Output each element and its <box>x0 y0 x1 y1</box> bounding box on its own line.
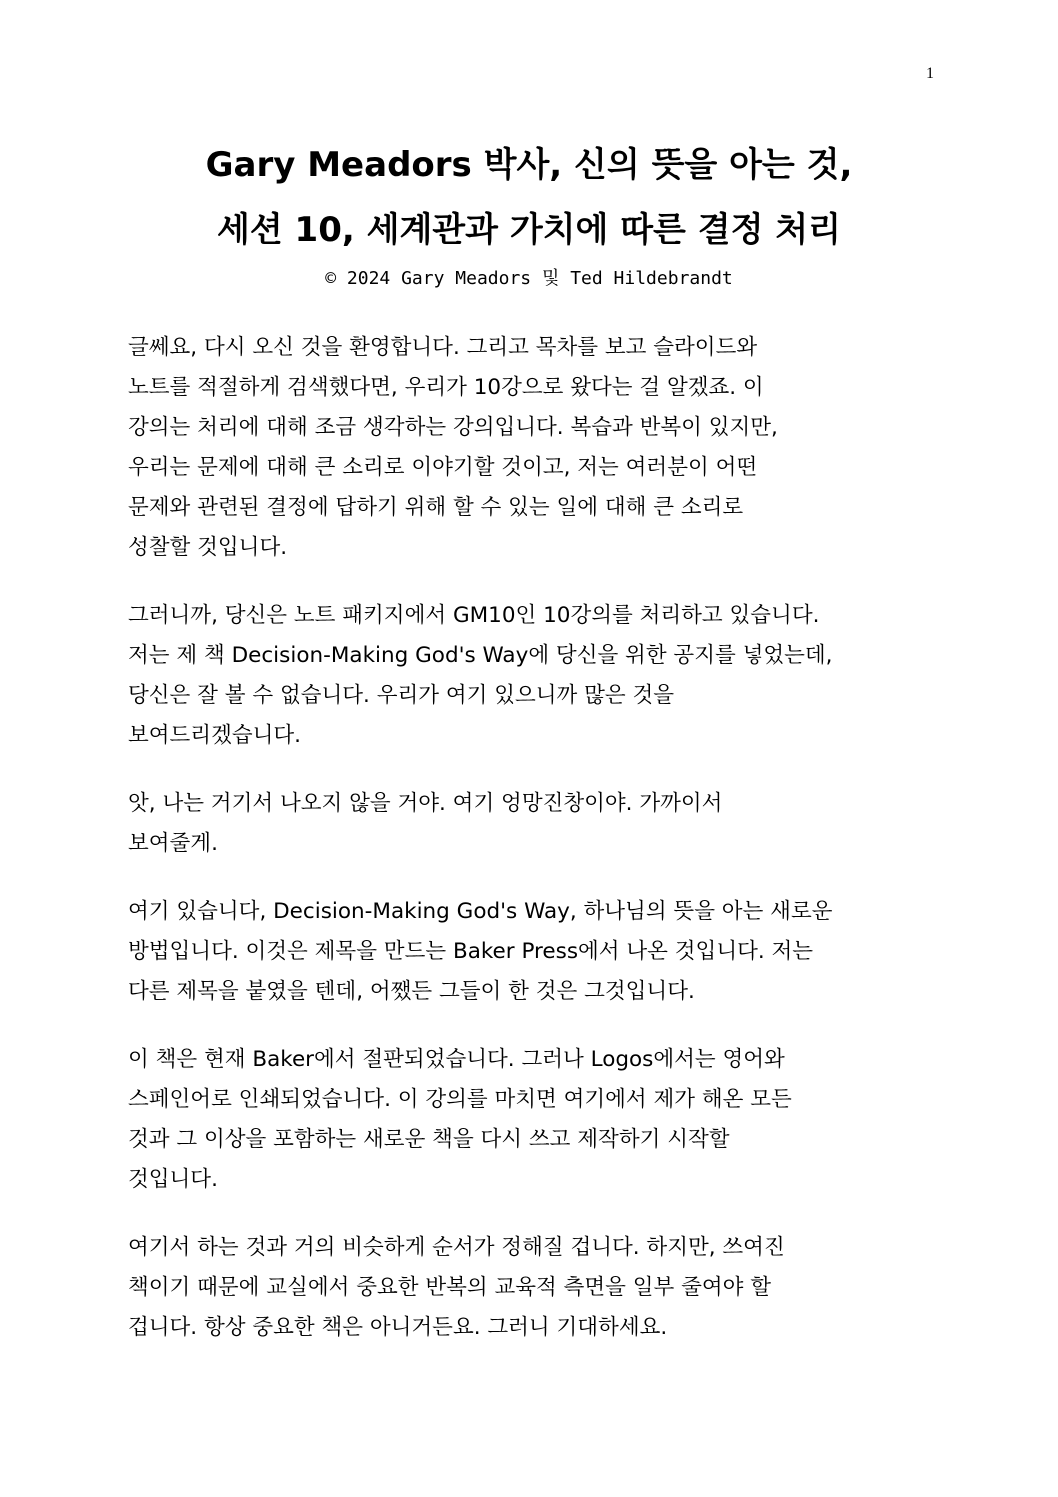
document-title-line-2: 세션 10, 세계관과 가치에 따른 결정 처리 <box>217 210 841 250</box>
document-title-line-1: Gary Meadors 박사, 신의 뜻을 아는 것, <box>205 145 853 185</box>
paragraph-line: 방법입니다. 이것은 제목을 만드는 Baker Press에서 나온 것입니다. 저는 <box>128 939 814 964</box>
paragraph <box>128 784 928 864</box>
paragraph-line: 강의는 처리에 대해 조금 생각하는 강의입니다. 복습과 반복이 있지만, <box>128 415 778 440</box>
paragraph-line: 우리는 문제에 대해 큰 소리로 이야기할 것이고, 저는 여러분이 어떤 <box>128 455 758 480</box>
paragraph-line: 당신은 잘 볼 수 없습니다. 우리가 여기 있으니까 많은 것을 <box>128 683 675 708</box>
page-number: 1 <box>926 65 934 82</box>
paragraph-line: 성찰할 것입니다. <box>128 535 288 560</box>
paragraph-line: 스페인어로 인쇄되었습니다. 이 강의를 마치면 여기에서 제가 해온 모든 <box>128 1087 792 1112</box>
paragraph <box>128 1228 928 1348</box>
paragraph-line: 저는 제 책 Decision-Making God's Way에 당신을 위한 공지를 넣었는데, <box>128 643 833 668</box>
paragraph-line: 겁니다. 항상 중요한 책은 아니거든요. 그러니 기대하세요. <box>128 1315 668 1340</box>
paragraph-line: 책이기 때문에 교실에서 중요한 반복의 교육적 측면을 일부 줄여야 할 <box>128 1275 772 1300</box>
paragraph-line: 것입니다. <box>128 1167 218 1192</box>
paragraph <box>128 1040 928 1200</box>
paragraph-line: 문제와 관련된 결정에 답하기 위해 할 수 있는 일에 대해 큰 소리로 <box>128 495 744 520</box>
paragraph-line: 앗, 나는 거기서 나오지 않을 거야. 여기 엉망진창이야. 가까이서 <box>128 791 723 816</box>
paragraph-line: 것과 그 이상을 포함하는 새로운 책을 다시 쓰고 제작하기 시작할 <box>128 1127 730 1152</box>
document-body <box>128 328 928 1348</box>
paragraph-line: 이 책은 현재 Baker에서 절판되었습니다. 그러나 Logos에서는 영어와 <box>128 1047 785 1072</box>
paragraph <box>128 328 928 568</box>
paragraph-line: 그러니까, 당신은 노트 패키지에서 GM10인 10강의를 처리하고 있습니다. <box>128 603 820 628</box>
paragraph-line: 글쎄요, 다시 오신 것을 환영합니다. 그리고 목차를 보고 슬라이드와 <box>128 335 758 360</box>
paragraph-line: 보여줄게. <box>128 831 218 856</box>
paragraph-line: 보여드리겠습니다. <box>128 723 301 748</box>
copyright-notice: © 2024 Gary Meadors 및 Ted Hildebrandt <box>325 268 733 289</box>
paragraph <box>128 596 928 756</box>
paragraph <box>128 892 928 1012</box>
paragraph-line: 여기서 하는 것과 거의 비슷하게 순서가 정해질 겁니다. 하지만, 쓰여진 <box>128 1235 785 1260</box>
paragraph-line: 여기 있습니다, Decision-Making God's Way, 하나님의 뜻을 아는 새로운 <box>128 899 833 924</box>
paragraph-line: 다른 제목을 붙였을 텐데, 어쨌든 그들이 한 것은 그것입니다. <box>128 979 695 1004</box>
paragraph-line: 노트를 적절하게 검색했다면, 우리가 10강으로 왔다는 걸 알겠죠. 이 <box>128 375 764 400</box>
